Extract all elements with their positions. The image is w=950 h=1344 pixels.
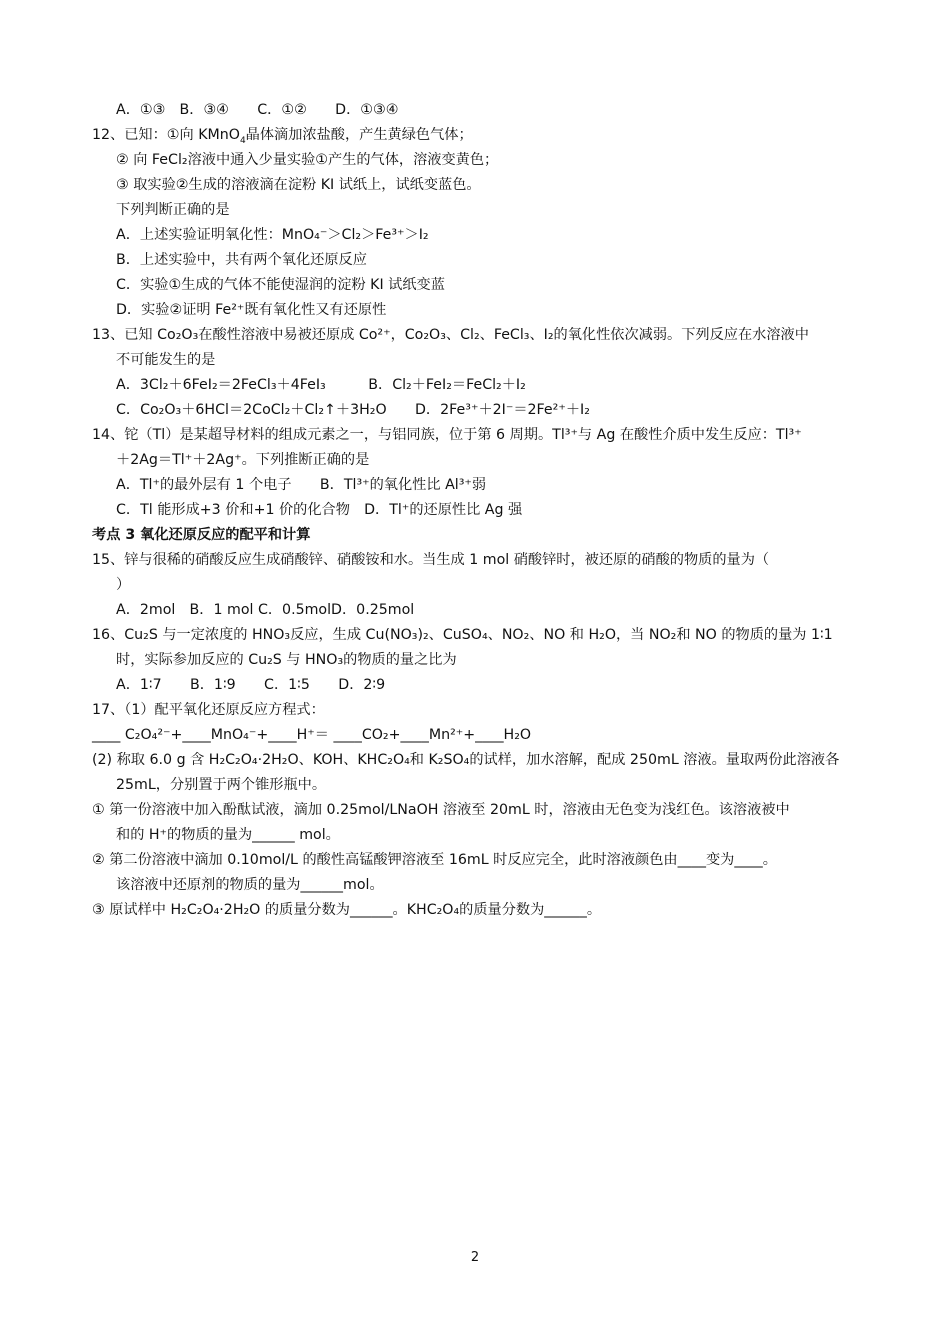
q15-stem-cont: ） — [116, 577, 131, 593]
q12-step-2: ② 向 FeCl₂溶液中通入少量实验①产生的气体，溶液变黄色； — [116, 152, 499, 168]
q17-sub1-cont: 和的 H⁺的物质的量为______ mol。 — [116, 827, 340, 843]
q12-option-c: C．实验①生成的气体不能使湿润的淀粉 KI 试纸变蓝 — [116, 277, 445, 293]
section-heading: 考点 3 氧化还原反应的配平和计算 — [92, 527, 311, 543]
q12-option-a: A．上述实验证明氧化性：MnO₄⁻＞Cl₂＞Fe³⁺＞I₂ — [116, 227, 429, 243]
q12-option-b: B．上述实验中，共有两个氧化还原反应 — [116, 252, 367, 268]
q13-stem-cont: 不可能发生的是 — [116, 352, 216, 368]
q16-options: A．1∶7 B．1∶9 C．1∶5 D．2∶9 — [116, 677, 386, 693]
q12-stem-suffix: 晶体滴加浓盐酸，产生黄绿色气体； — [245, 127, 473, 143]
q17-part2-stem-cont: 25mL，分别置于两个锥形瓶中。 — [116, 777, 327, 793]
q12-step-3: ③ 取实验②生成的溶液滴在淀粉 KI 试纸上，试纸变蓝色。 — [116, 177, 481, 193]
page-number: 2 — [470, 1250, 480, 1265]
q15-options: A．2mol B．1 mol C．0.5molD．0.25mol — [116, 602, 415, 618]
q12-stem — [92, 125, 473, 145]
q12-stem-sub: 4 — [239, 135, 246, 146]
q14-stem-cont: ＋2Ag＝Tl⁺＋2Ag⁺。下列推断正确的是 — [116, 452, 370, 468]
q16-stem-cont: 时，实际参加反应的 Cu₂S 与 HNO₃的物质的量之比为 — [116, 652, 457, 668]
q16-stem: 16、Cu₂S 与一定浓度的 HNO₃反应，生成 Cu(NO₃)₂、CuSO₄、NO₂、NO 和 H₂O，当 NO₂和 NO 的物质的量为 1∶1 — [92, 627, 833, 643]
q17-sub1: ① 第一份溶液中加入酚酞试液，滴加 0.25mol/LNaOH 溶液至 20mL 时，溶液由无色变为浅红色。该溶液被中 — [92, 802, 790, 818]
q12-stem-prefix: 12、已知：①向 KMnO — [92, 127, 240, 143]
q12-option-d: D．实验②证明 Fe²⁺既有氧化性又有还原性 — [116, 302, 387, 318]
q17-part1-stem: 17、（1）配平氧化还原反应方程式： — [92, 702, 325, 718]
q13-options-ab: A．3Cl₂＋6FeI₂＝2FeCl₃＋4FeI₃ B．Cl₂＋FeI₂＝FeCl₂＋I₂ — [116, 377, 526, 393]
q17-sub3: ③ 原试样中 H₂C₂O₄·2H₂O 的质量分数为______。KHC₂O₄的质量分数为______。 — [92, 902, 602, 918]
q13-options-cd: C．Co₂O₃＋6HCl＝2CoCl₂＋Cl₂↑＋3H₂O D．2Fe³⁺＋2I⁻＝2Fe²⁺＋I₂ — [116, 402, 590, 418]
q13-stem: 13、已知 Co₂O₃在酸性溶液中易被还原成 Co²⁺，Co₂O₃、Cl₂、FeCl₃、I₂的氧化性依次减弱。下列反应在水溶液中 — [92, 327, 809, 343]
q17-sub2-cont: 该溶液中还原剂的物质的量为______mol。 — [116, 877, 384, 893]
q17-sub2: ② 第二份溶液中滴加 0.10mol/L 的酸性高锰酸钾溶液至 16mL 时反应完全，此时溶液颜色由____变为____。 — [92, 852, 777, 868]
q14-options-ab: A．Tl⁺的最外层有 1 个电子 B．Tl³⁺的氧化性比 Al³⁺弱 — [116, 477, 487, 493]
q11-options: A．①③ B．③④ C．①② D．①③④ — [116, 102, 399, 118]
q14-options-cd: C．Tl 能形成+3 价和+1 价的化合物 D．Tl⁺的还原性比 Ag 强 — [116, 502, 523, 518]
q14-stem: 14、铊（Tl）是某超导材料的组成元素之一，与铝同族，位于第 6 周期。Tl³⁺与 Ag 在酸性介质中发生反应：Tl³⁺ — [92, 427, 802, 443]
q17-part2-stem: (2) 称取 6.0 g 含 H₂C₂O₄·2H₂O、KOH、KHC₂O₄和 K₂SO₄的试样，加水溶解，配成 250mL 溶液。量取两份此溶液各 — [92, 752, 840, 768]
q15-stem: 15、锌与很稀的硝酸反应生成硝酸锌、硝酸铵和水。当生成 1 mol 硝酸锌时，被还原的硝酸的物质的量为（ — [92, 552, 770, 568]
q12-prompt: 下列判断正确的是 — [116, 202, 230, 218]
q17-equation: ____ C₂O₄²⁻+____MnO₄⁻+____H⁺＝ ____CO₂+____Mn²⁺+____H₂O — [92, 727, 532, 743]
